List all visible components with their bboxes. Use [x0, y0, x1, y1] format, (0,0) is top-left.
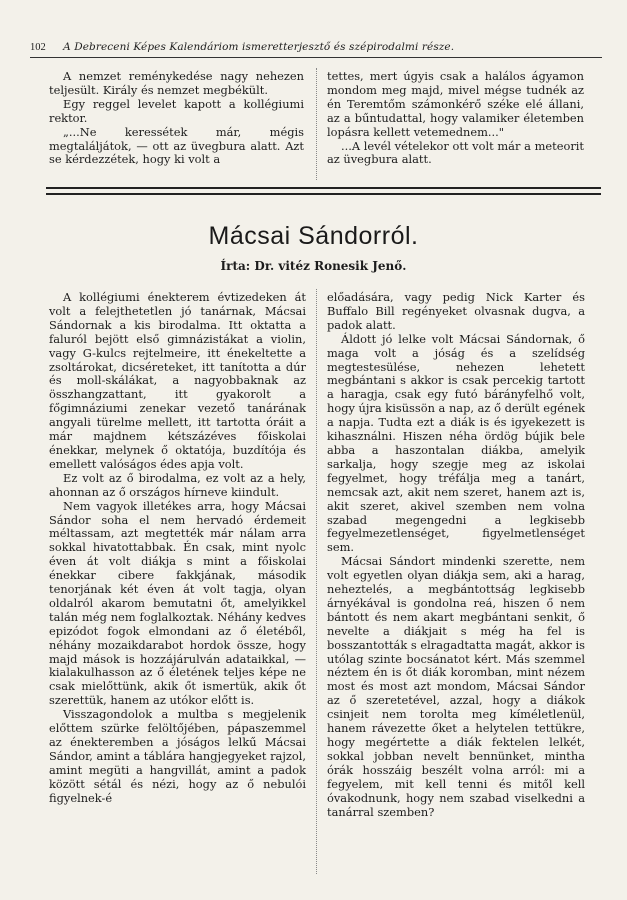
- paragraph: „...Ne keressétek már, mégis megtaláljátok, — ott az üvegbura alatt. Azt se kérdezzétek, hogy ki volt a: [49, 124, 304, 167]
- paragraph: Áldott jó lelke volt Mácsai Sándornak, ő maga volt a jóság és a szelídség megtestesülése, nehezen lehetett megbántani s akkor is csak percekig tartott a haragja, csak egy futó bárányfelhő volt, hogy újra kisüssön a nap, az ő derült egének a napja. Tudta ezt a diák is és igyekezett is kihasználni. Hiszen néha ördög bújik bele abba a haszontalan diákba, amelyik sarkalja, hogy szegje meg az iskolai fegyelmet, hogy tréfálja meg a tanárt, nemcsak azt, akit nem szeret, hanem azt is, akit szeret, akivel szemben nem volna szabad megengedni a legkisebb fegyelmezetlenséget, figyelmetlenséget sem.: [327, 331, 585, 555]
- top-right-column: [327, 70, 584, 167]
- main-left-column: [49, 291, 306, 806]
- header-rule: [30, 57, 602, 58]
- paragraph: előadására, vagy pedig Nick Karter és Buffalo Bill regényeket olvasnak dugva, a padok alatt.: [327, 290, 585, 332]
- paragraph: ...A levél vételekor ott volt már a meteorit az üvegbura alatt.: [327, 138, 584, 167]
- running-head-title: A Debreceni Képes Kalendáriom ismeretterjesztő és szépirodalmi része.: [63, 41, 455, 53]
- paragraph: A kollégiumi énekterem évtizedeken át volt a felejthetetlen jó tanárnak, Mácsai Sándornak a kis birodalma. Itt oktatta a faluról bejött első gimnázistákat a violin, vagy G-kulcs rejtelmeire, itt énekeltette a zsoltárokat, dicséreteket, itt tanította a dúr és moll-skálákat, a nagyobbaknak az összhangzattant, itt gyakorolt a főgimnáziumi zenekar vezető tanárának angyali türelme mellett, itt tartotta óráit a már majdnem kétszázéves főiskolai énekkar, melynek ő oktatója, buzdítója és emellett valóságos édes apja volt.: [49, 290, 306, 471]
- page-number: 102: [30, 42, 46, 53]
- paragraph: tettes, mert úgyis csak a halálos ágyamon mondom meg majd, mivel mégse tudnék az én Teremtőm számonkérő széke elé állani, az a bűntudattal, hogy valamiker életemben lopásra kellett vetemednem...": [327, 69, 584, 139]
- paragraph: Mácsai Sándort mindenki szerette, nem volt egyetlen olyan diákja sem, aki a harag, neheztelés, a megbántottság legkisebb árnyékával is gondolna reá, hiszen ő nem bántott és nem akart megbántani senkit, ő nevelte a diákjait s még ha fel is bosszantották s elragadtatta magát, akkor is utólag szinte bocsánatot kért. Más szemmel néztem én is őt diák koromban, mint nézem most és most azt mondom, Mácsai Sándor az ő szeretetével, azzal, hogy a diákok csinjeit nem torolta meg kíméletlenül, hanem rávezette őket a helytelen tettükre, hogy megértette a diák fektelen lelkét, sokkal jobban nevelt bennünket, mintha órák hosszáig beszélt volna arról: mi a fegyelem, mit kell tenni és mitől kell óvakodnunk, hogy nem szabad viselkedni a tanárral szemben?: [327, 554, 585, 819]
- paragraph: Nem vagyok illetékes arra, hogy Mácsai Sándor soha el nem hervadó érdemeit méltassam, azt megtették már nálam arra sokkal hivatottabbak. Én csak, mint nyolc éven át volt diákja s mint a főiskolai énekkar cibere fakkjának, második tenorjának két éven át volt tagja, olyan oldalról akarom bemutatni őt, amelyikkel talán még nem foglalkoztak. Néhány kedves epizódot fogok elmondani az ő életéből, néhány mozaikdarabot hordok össze, hogy majd mások is hozzájárulván adataikkal, — kialakulhasson az ő életének teljes képe ne csak mielőttünk, akik őt ismertük, akik őt szerettük, hanem az utókor előtt is.: [49, 498, 306, 708]
- article-byline: Írta: Dr. vitéz Ronesik Jenő.: [220, 259, 407, 273]
- paragraph: A nemzet reménykedése nagy nehezen teljesült. Király és nemzet megbékült.: [49, 69, 304, 97]
- article-title: Mácsai Sándorról.: [208, 222, 419, 250]
- running-head: [30, 40, 590, 55]
- main-right-column: [327, 291, 585, 819]
- section-rule-upper: [46, 187, 601, 189]
- paragraph: Ez volt az ő birodalma, ez volt az a hely, ahonnan az ő országos hírneve kiindult.: [49, 470, 306, 499]
- section-rule-lower: [46, 193, 601, 195]
- top-left-column: [49, 70, 304, 167]
- column-divider: [316, 68, 317, 180]
- paragraph: Egy reggel levelet kapott a kollégiumi rektor.: [49, 96, 304, 125]
- paragraph: Visszagondolok a multba s megjelenik előttem szürke felöltőjében, pápaszemmel az énekteremben a jóságos lelkű Mácsai Sándor, amint a táblára hangjegyeket rajzol, amint megüti a hangvillát, amint a padok között sétál és nézi, hogy az ő nebulói figyelnek-é: [49, 707, 306, 805]
- column-divider: [316, 289, 317, 874]
